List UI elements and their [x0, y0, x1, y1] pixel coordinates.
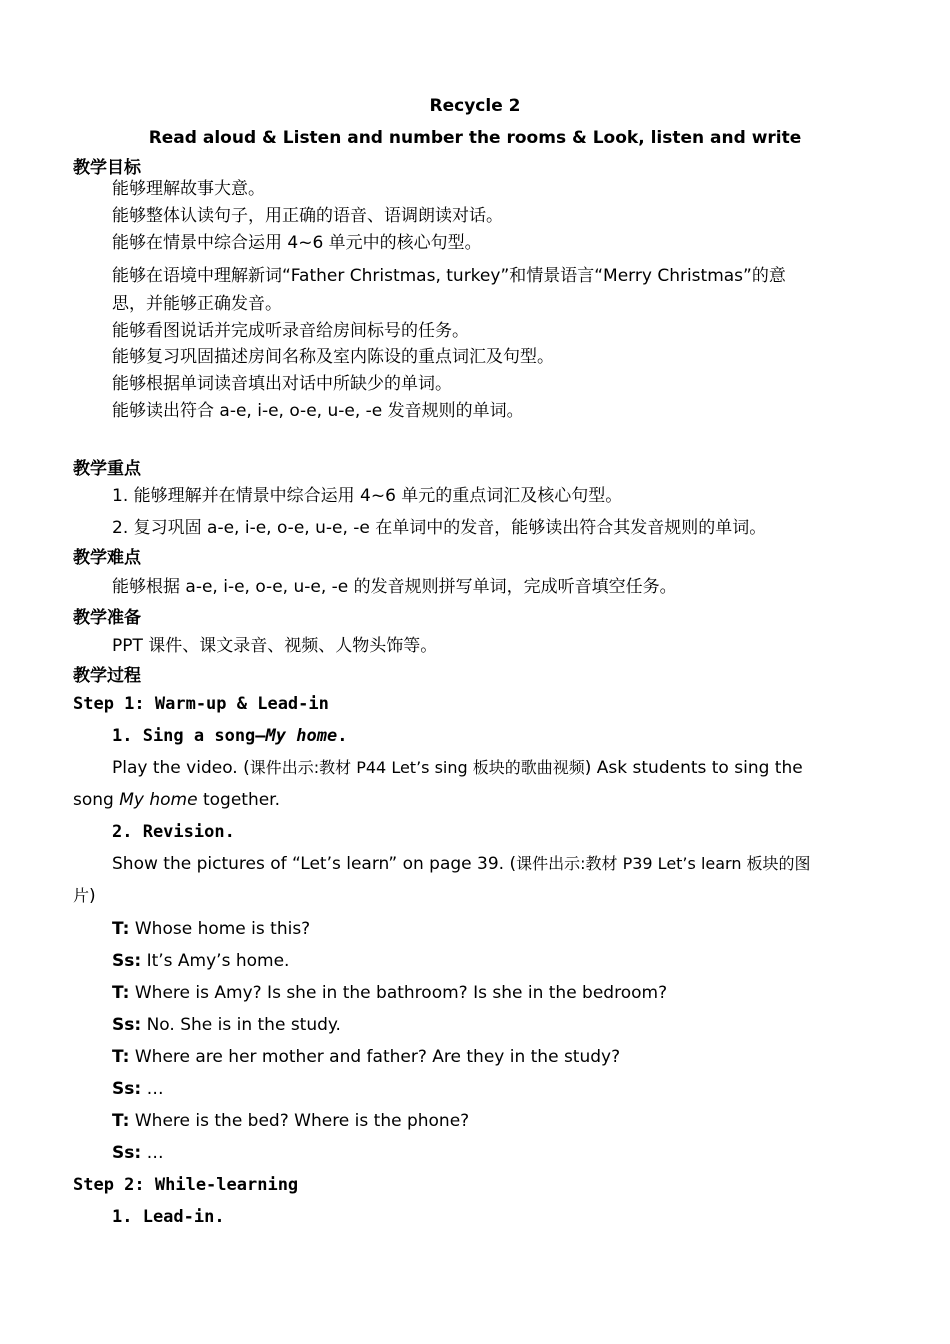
objective-item: 能够整体认读句子，用正确的语音、语调朗读对话。: [112, 206, 503, 226]
dialogue-line: Ss: …: [112, 1143, 164, 1163]
speaker-label: Ss:: [112, 1143, 142, 1163]
process-heading: 教学过程: [73, 666, 141, 686]
song-title: My home: [265, 726, 338, 746]
show-pictures-line-cont: 片): [73, 886, 96, 906]
document-subtitle: Read aloud & Listen and number the rooms & Look, listen and write: [148, 128, 802, 148]
objective-item: 能够在语境中理解新词“Father Christmas, turkey”和情景语言“Merry Christmas”的意: [112, 266, 786, 286]
difficulties-heading: 教学难点: [73, 548, 141, 568]
dialogue-line: T: Where is Amy? Is she in the bathroom? Is she in the bedroom?: [112, 983, 668, 1003]
step1-title: Step 1: Warm-up & Lead-in: [73, 694, 329, 714]
key-points-heading: 教学重点: [73, 459, 141, 479]
dialogue-line: T: Where are her mother and father? Are they in the study?: [112, 1047, 621, 1067]
difficulty-item: 能够根据 a-e, i-e, o-e, u-e, -e 的发音规则拼写单词，完成听音填空任务。: [112, 577, 677, 597]
speaker-label: Ss:: [112, 951, 142, 971]
objective-item: 能够在情景中综合运用 4~6 单元中的核心句型。: [112, 233, 482, 253]
dialogue-line: Ss: No. She is in the study.: [112, 1015, 341, 1035]
preparation-heading: 教学准备: [73, 608, 141, 628]
courseware-note: 片: [73, 886, 90, 905]
speaker-label: T:: [112, 1111, 130, 1131]
show-pictures-line: Show the pictures of “Let’s learn” on page 39. (课件出示:教材 P39 Let’s learn 板块的图: [112, 854, 811, 874]
document-title: Recycle 2: [429, 96, 521, 116]
preparation-item: PPT 课件、课文录音、视频、人物头饰等。: [112, 636, 438, 656]
step2-title: Step 2: While-learning: [73, 1175, 299, 1195]
speaker-label: Ss:: [112, 1015, 142, 1035]
speaker-label: T:: [112, 1047, 130, 1067]
speaker-label: T:: [112, 983, 130, 1003]
objective-item: 能够读出符合 a-e, i-e, o-e, u-e, -e 发音规则的单词。: [112, 401, 524, 421]
courseware-note: 课件出示:教材 P39 Let’s learn 板块的图: [516, 854, 811, 873]
objective-item: 能够根据单词读音填出对话中所缺少的单词。: [112, 374, 452, 394]
play-video-line-cont: song My home together.: [73, 790, 281, 810]
key-point-item: 2. 复习巩固 a-e, i-e, o-e, u-e, -e 在单词中的发音，能够读出符合其发音规则的单词。: [112, 518, 767, 538]
speaker-label: Ss:: [112, 1079, 142, 1099]
play-video-line: Play the video. (课件出示:教材 P44 Let’s sing 板块的歌曲视频) Ask students to sing the: [112, 758, 803, 778]
objectives-heading: 教学目标: [73, 158, 141, 178]
objective-item: 能够理解故事大意。: [112, 179, 265, 199]
dialogue-line: Ss: It’s Amy’s home.: [112, 951, 290, 971]
dialogue-line: T: Where is the bed? Where is the phone?: [112, 1111, 470, 1131]
song-title: My home: [119, 790, 198, 810]
courseware-note: 课件出示:教材 P44 Let’s sing 板块的歌曲视频: [249, 758, 585, 777]
key-point-item: 1. 能够理解并在情景中综合运用 4~6 单元的重点词汇及核心句型。: [112, 486, 623, 506]
step2-part1-title: 1. Lead-in.: [112, 1207, 225, 1227]
objective-item: 思，并能够正确发音。: [112, 294, 282, 314]
objective-item: 能够看图说话并完成听录音给房间标号的任务。: [112, 321, 469, 341]
speaker-label: T:: [112, 919, 130, 939]
dialogue-line: T: Whose home is this?: [112, 919, 311, 939]
objective-item: 能够复习巩固描述房间名称及室内陈设的重点词汇及句型。: [112, 347, 554, 367]
step1-part2-title: 2. Revision.: [112, 822, 235, 842]
step1-part1-title: 1. Sing a song—My home.: [112, 726, 348, 746]
dialogue-line: Ss: …: [112, 1079, 164, 1099]
